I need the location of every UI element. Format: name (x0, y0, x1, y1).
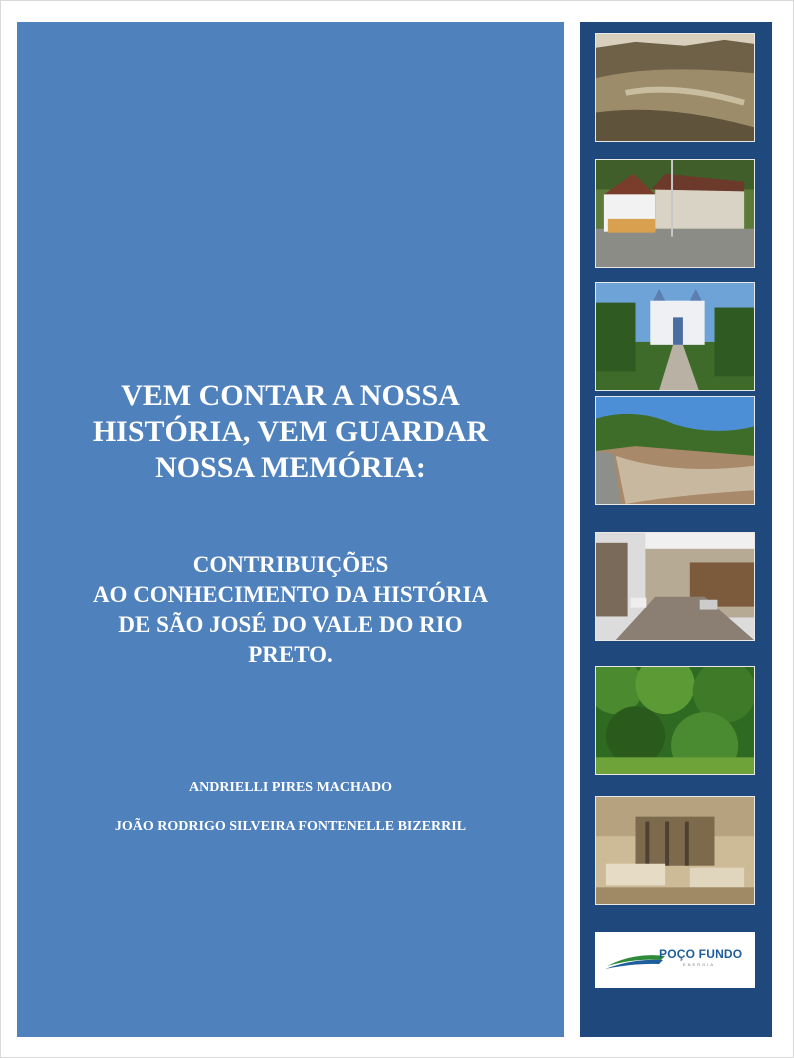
river-bank-photo (595, 396, 755, 505)
author-1: ANDRIELLI PIRES MACHADO (188, 780, 393, 795)
aerial-town-photo (595, 33, 755, 142)
poco-fundo-logo (595, 932, 755, 988)
cover-subtitle: CONTRIBUIÇÕES AO CONHECIMENTO DA HISTÓRIA DE SÃO JOSÉ DO VALE DO RIO PRETO. (92, 552, 489, 667)
cover-title: VEM CONTAR A NOSSA HISTÓRIA, VEM GUARDAR NOSSA MEMÓRIA: (92, 379, 489, 484)
forest-photo (595, 666, 755, 775)
church-photo (595, 282, 755, 391)
historic-town-photo (595, 796, 755, 905)
logo-name: POÇO FUNDO (659, 947, 743, 961)
station-building-photo (595, 159, 755, 268)
author-2: JOÃO RODRIGO SILVEIRA FONTENELLE BIZERRIL (114, 819, 467, 834)
cover-panel (17, 22, 564, 1037)
street-photo (595, 532, 755, 641)
logo-tagline: ENERGIA (683, 962, 716, 967)
